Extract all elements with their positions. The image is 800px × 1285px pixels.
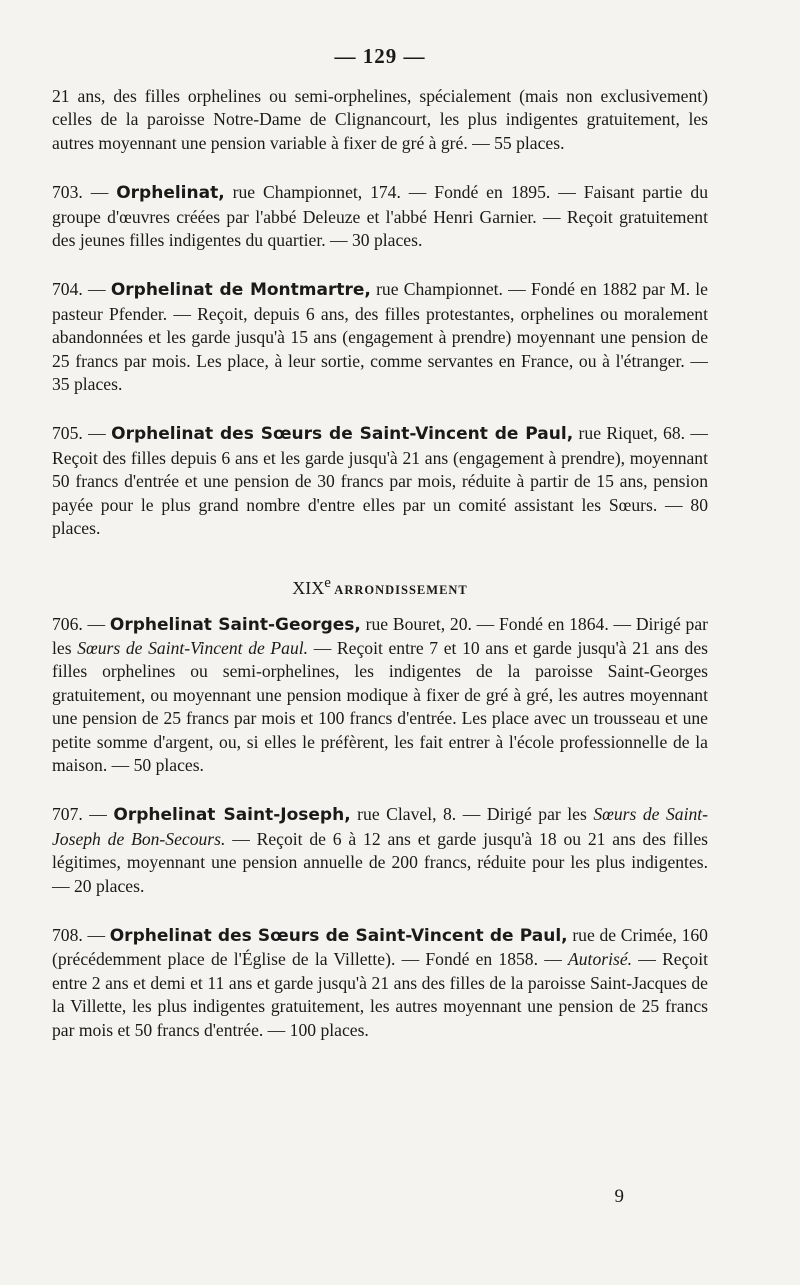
entry-text-continued: — Reçoit entre 2 ans et demi et 11 ans et garde jusqu'à 21 ans des filles de la paroisse Saint-Jacques de la Villette, les plus indigentes gratuitement, les autres moyennant une pension de 25 francs par mois et 50 francs d'entrée. — 100 places. (52, 949, 708, 1040)
entry-text: rue Riquet, 68. — Reçoit des filles depuis 6 ans et les garde jusqu'à 21 ans (engagement à prendre), moyennant 50 francs d'entrée et une pension de 30 francs par mois, réduite à partir de 15 ans, pension payée pour le plus grand nombre d'entre elles par un comité assistant les Sœurs. — 80 places. (52, 423, 708, 539)
entry-heading: Orphelinat des Sœurs de Saint-Vincent de Paul, (111, 424, 574, 445)
entry-number: 704. — (52, 279, 111, 300)
entry-708 (52, 924, 708, 1042)
page-number: — 129 — (334, 44, 426, 68)
entry-italic: Sœurs de Saint-Vincent de Paul. (77, 637, 309, 658)
section-roman: XIX (292, 577, 325, 598)
entry-heading: Orphelinat, (116, 183, 225, 204)
entry-number: 707. — (52, 804, 114, 825)
entry-heading: Orphelinat Saint-Georges, (109, 614, 361, 635)
entry-703 (52, 181, 708, 252)
entry-text-continued: — Reçoit entre 7 et 10 ans et garde jusqu'à 21 ans des filles orphelines ou semi-orphelines, les indigentes de la paroisse Saint-Georges gratuitement, ou moyennant une pension modique à fixer de gré à gré, les autres moyennant une pension de 25 francs par mois et 100 francs d'entrée. Les place avec un trousseau et une petite somme d'argent, ou, si elles le préfèrent, les fait entrer à l'école professionnelle de la maison. — 50 places. (52, 637, 708, 775)
entry-italic: Sœurs de Saint-Joseph de Bon-Secours. (52, 804, 709, 849)
entry-text-continued: — Reçoit de 6 à 12 ans et garde jusqu'à 18 ou 21 ans des filles légitimes, moyennant une pension annuelle de 200 francs, réduite pour les plus indigentes. — 20 places. (52, 828, 709, 896)
entry-number: 706. — (52, 613, 110, 634)
entry-heading: Orphelinat Saint-Joseph, (113, 805, 351, 826)
entry-704 (52, 278, 708, 396)
section-heading (52, 575, 708, 599)
entry-text: rue de Crimée, 160 (précédemment place de l'Église de la Villette). — Fondé en 1858. — (52, 924, 708, 970)
entry-706 (52, 613, 708, 778)
entry-text: rue Championnet. — Fondé en 1882 par M. le pasteur Pfender. — Reçoit, depuis 6 ans, des filles protestantes, orphelines ou moralement abandonnées et les garde jusqu'à 15 ans (engagement à prendre) moyennant une pension de 25 francs par mois. Les place, à leur sortie, comme servantes en France, ou à l'étranger. — 35 places. (52, 279, 708, 395)
entry-number: 708. — (52, 924, 110, 945)
entry-number: 703. — (52, 182, 117, 203)
entry-heading: Orphelinat des Sœurs de Saint-Vincent de Paul, (109, 925, 568, 946)
entry-number: 705. — (52, 423, 112, 444)
entry-italic: Autorisé. (568, 949, 633, 970)
section-label: ARRONDISSEMENT (330, 582, 468, 597)
entry-707 (52, 803, 708, 898)
entry-text: rue Clavel, 8. — Dirigé par les (350, 804, 594, 825)
section-sup: e (324, 574, 331, 591)
intro-paragraph: 21 ans, des filles orphelines ou semi-orphelines, spécialement (mais non exclusivement) celles de la paroisse Notre-Dame de Clignancourt, les plus indigentes gratuitement, les autres moyennant une pension variable à fixer de gré à gré. — 55 places. (52, 86, 708, 153)
entry-text: rue Bouret, 20. — Fondé en 1864. — Dirigé par les (52, 613, 709, 658)
entry-text: rue Championnet, 174. — Fondé en 1895. — Faisant partie du groupe d'œuvres créées par l'abbé Deleuze et l'abbé Henri Garnier. — Reçoit gratuitement des jeunes filles indigentes du quartier. — 30 places. (52, 182, 708, 251)
entry-705 (52, 422, 708, 540)
entry-heading: Orphelinat de Montmartre, (110, 280, 371, 301)
signature-mark: 9 (614, 1186, 624, 1207)
